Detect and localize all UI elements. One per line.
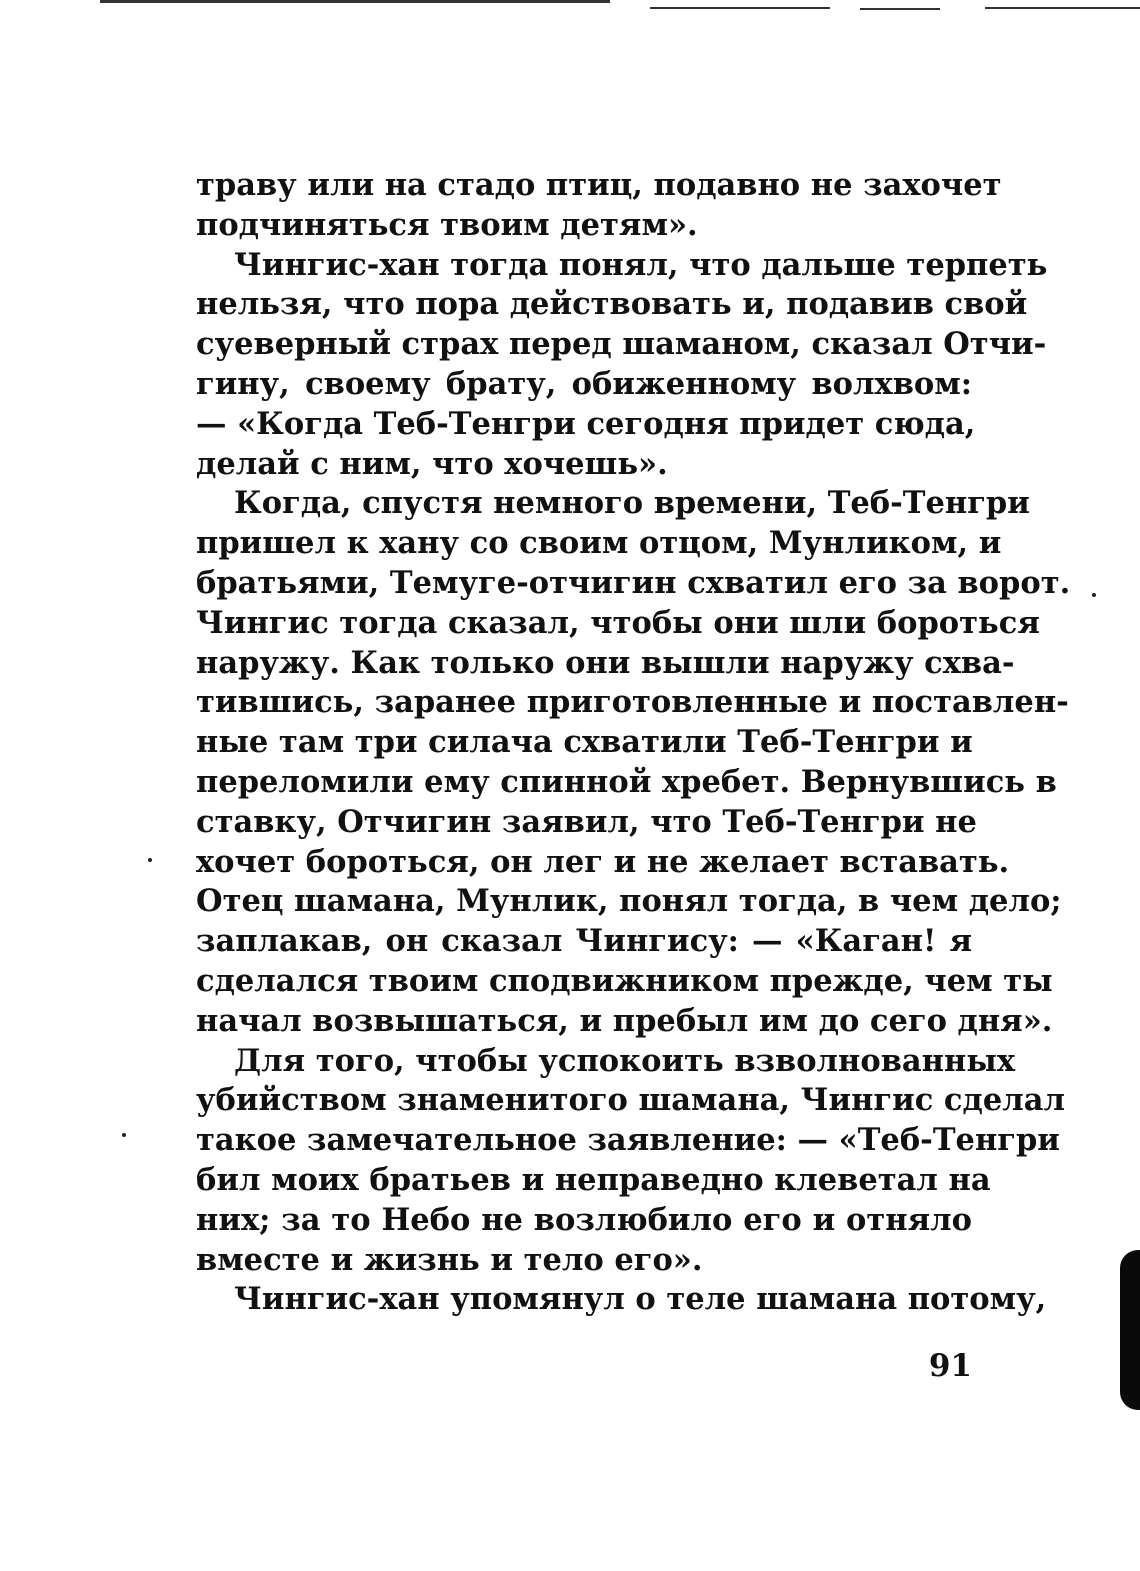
paragraph-4	[196, 1042, 1066, 1281]
text-line: Для того, чтобы успокоить взволнованных	[234, 1042, 1016, 1079]
text-line: траву или на стадо птиц, подавно не захочет	[196, 167, 1002, 203]
text-line: наружу. Как только они вышли наружу схва-	[196, 644, 1015, 681]
scan-speck	[1092, 593, 1096, 597]
text-line: начал возвышаться, и пребыл им до сего дня».	[196, 1002, 1053, 1039]
text-line: — «Когда Теб-Тенгри сегодня придет сюда,	[196, 405, 976, 442]
text-line: подчиняться твоим детям».	[196, 206, 698, 243]
text-line: братьями, Темуге-отчигин схватил его за ворот.	[196, 564, 1071, 601]
text-line: Отец шамана, Мунлик, понял тогда, в чем дело;	[196, 883, 1062, 920]
top-scan-rule	[650, 7, 830, 9]
paragraph-3	[196, 484, 1071, 1041]
text-line: бил моих братьев и неправедно клеветал на	[196, 1161, 991, 1198]
text-line: Чингис-хан тогда понял, что дальше терпеть	[234, 246, 1048, 283]
top-scan-rule	[860, 8, 940, 10]
text-line: пришел к хану со своим отцом, Мунликом, и	[196, 525, 1002, 562]
text-line: переломили ему спинной хребет. Вернувшись в	[196, 763, 1057, 800]
scan-edge-shadow	[1120, 1250, 1140, 1410]
text-line: делай с ним, что хочешь».	[196, 445, 668, 482]
scan-speck	[148, 858, 152, 862]
page-number: 91	[928, 1348, 972, 1384]
text-line: Чингис-хан упомянул о теле шамана потому,	[234, 1281, 1047, 1318]
paragraph-5	[196, 1280, 1047, 1320]
text-line: Чингис тогда сказал, чтобы они шли бороться	[196, 604, 1040, 641]
top-scan-rule	[100, 0, 610, 3]
paragraph-1	[196, 166, 1002, 246]
text-line: такое замечательное заявление: — «Теб-Тенгри	[196, 1122, 1060, 1159]
text-line: сделался твоим сподвижником прежде, чем ты	[196, 962, 1053, 999]
text-line: суеверный страх перед шаманом, сказал Отчи-	[196, 326, 1047, 363]
text-line: них; за то Небо не возлюбило его и отняло	[196, 1201, 972, 1238]
paragraph-2	[196, 246, 1048, 485]
text-line: нельзя, что пора действовать и, подавив свой	[196, 286, 1028, 323]
text-line: тившись, заранее приготовленные и поставлен-	[196, 684, 1069, 721]
text-line: вместе и жизнь и тело его».	[196, 1241, 703, 1278]
text-line: заплакав, он сказал Чингису: — «Каган! я	[196, 923, 972, 960]
text-line: хочет бороться, он лег и не желает вставать.	[196, 843, 1010, 880]
scan-speck	[122, 1133, 126, 1137]
text-line: ставку, Отчигин заявил, что Теб-Тенгри не	[196, 803, 977, 840]
text-line: Когда, спустя немного времени, Теб-Тенгри	[234, 485, 1030, 522]
text-line: гину, своему брату, обиженному волхвом:	[196, 365, 972, 402]
text-line: убийством знаменитого шамана, Чингис сделал	[196, 1082, 1066, 1119]
body-text	[196, 166, 1071, 1320]
top-scan-rule	[985, 7, 1140, 9]
text-line: ные там три силача схватили Теб-Тенгри и	[196, 724, 973, 761]
